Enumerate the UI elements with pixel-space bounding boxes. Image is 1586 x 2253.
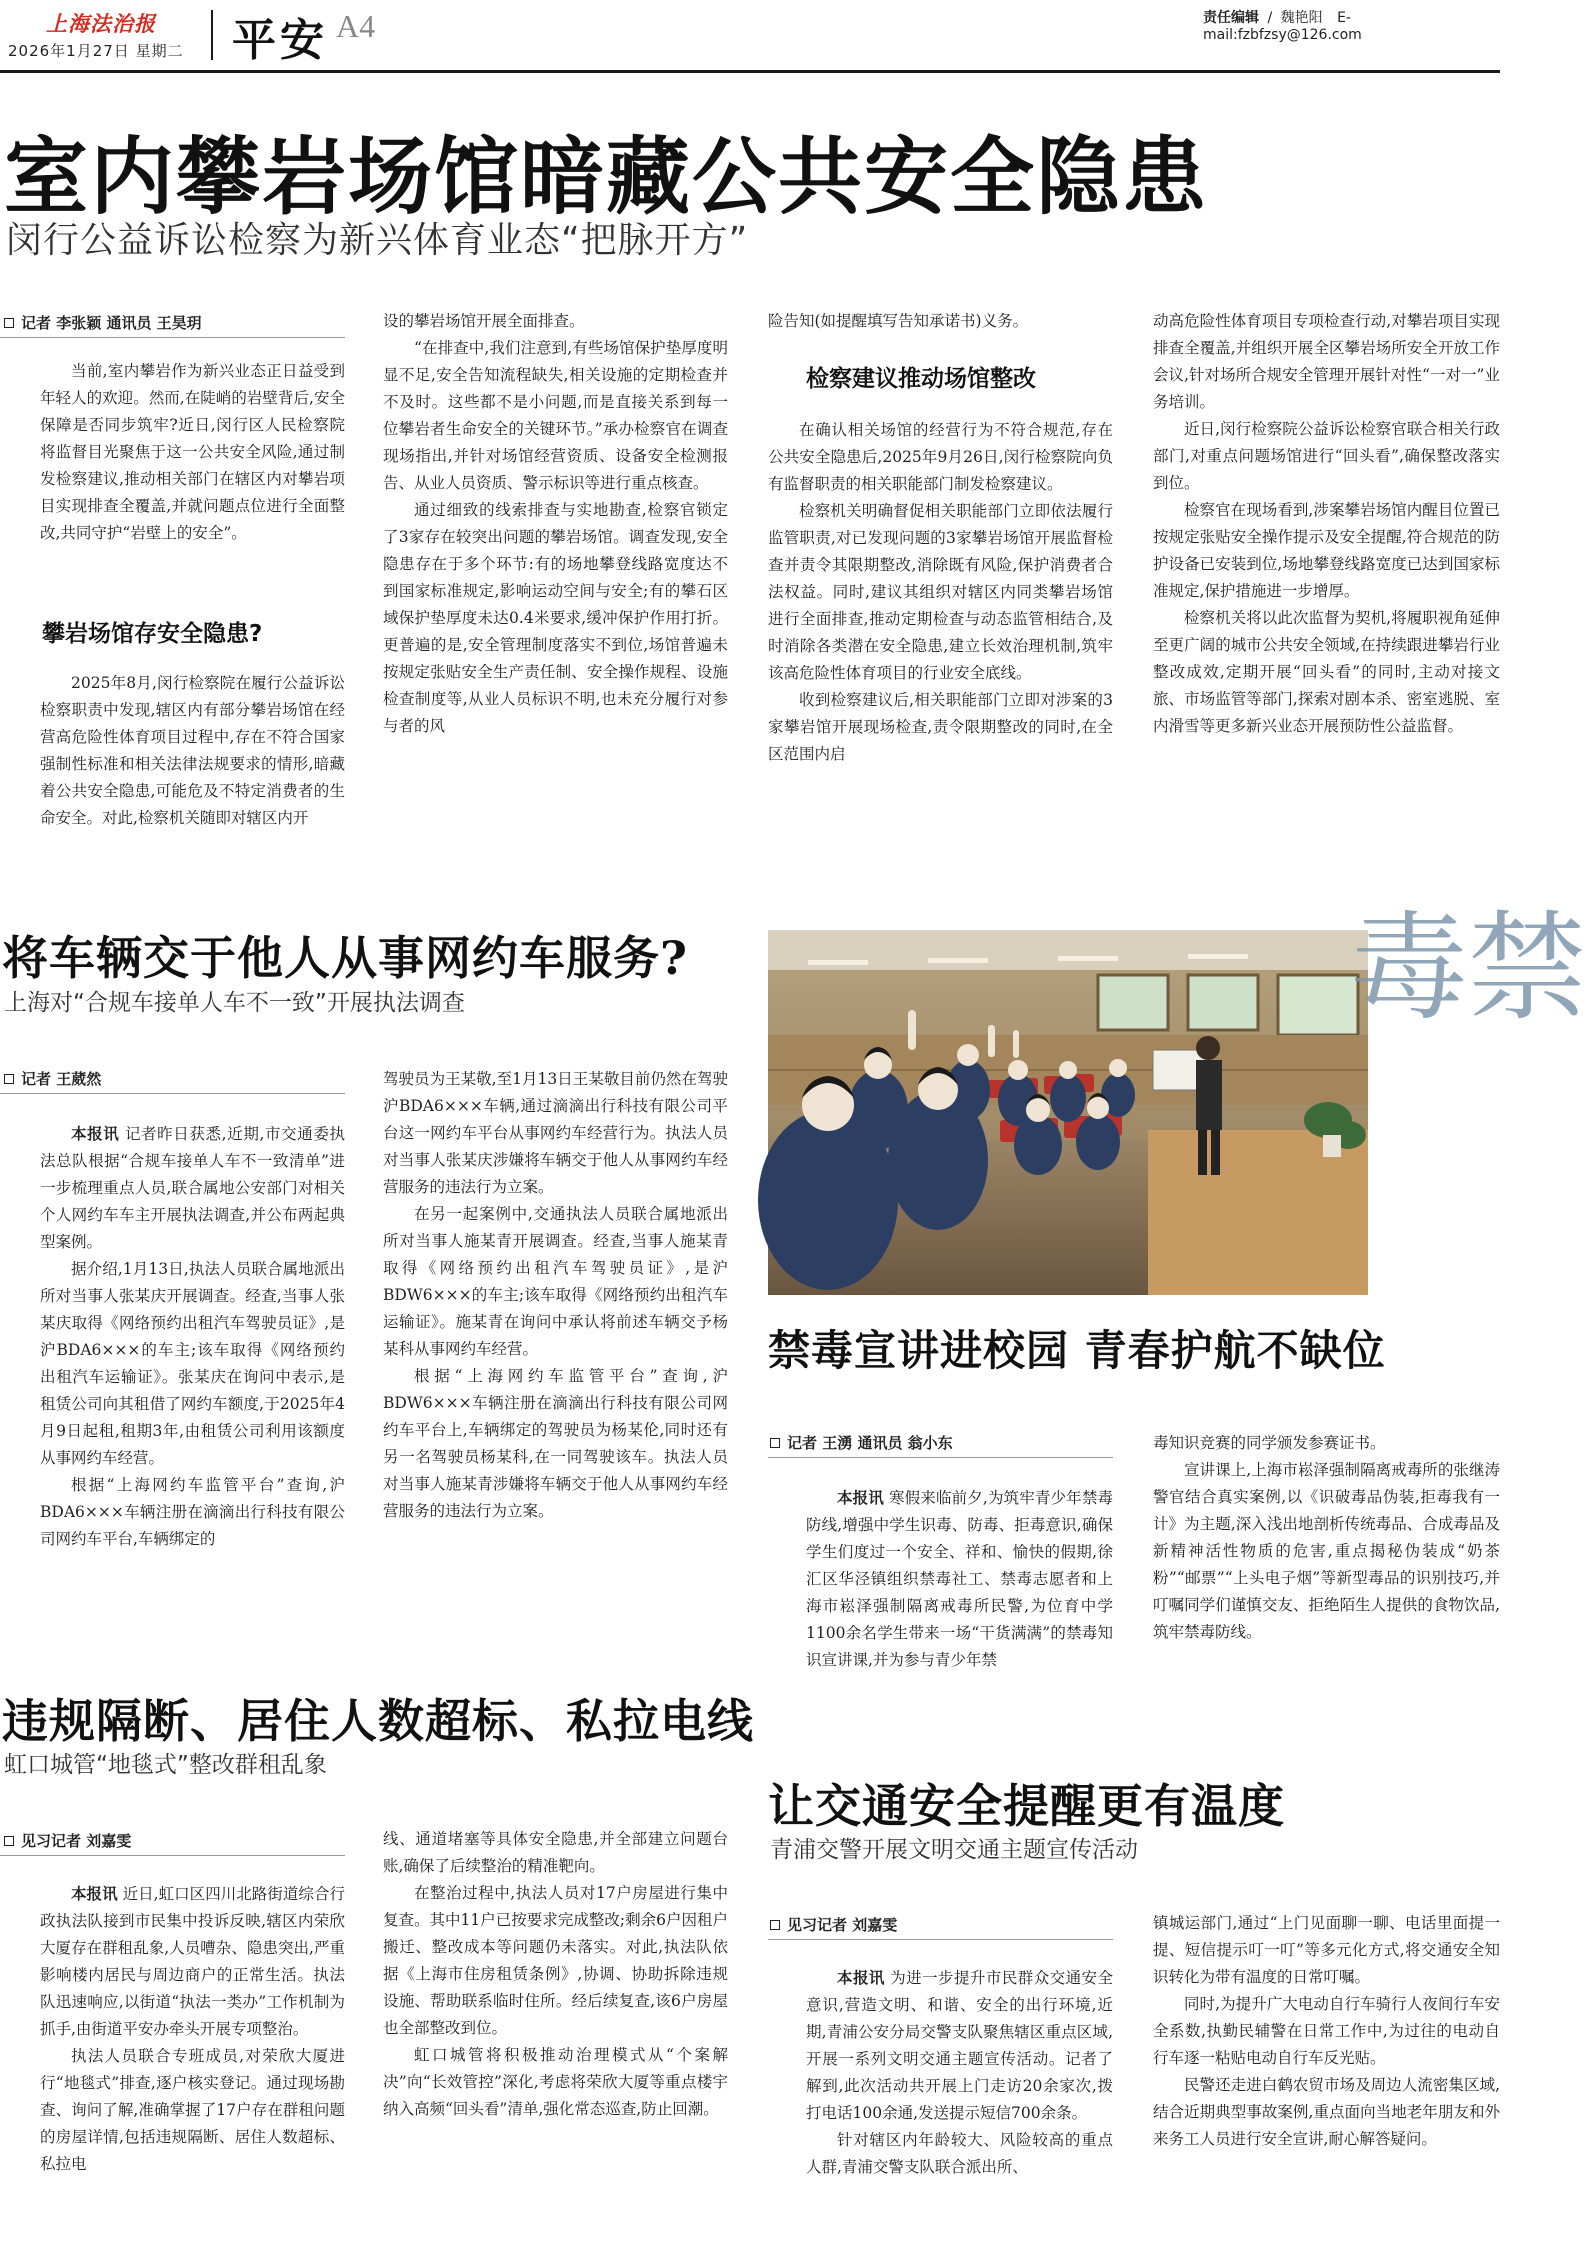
paragraph: 近日,闵行检察院公益诉讼检察官联合相关行政部门,对重点问题场馆进行“回头看”,确保整改落实到位。 — [1153, 420, 1500, 492]
article1-subhead-2: 检察建议推动场馆整改 — [806, 366, 1036, 392]
paragraph: 本报讯 记者昨日获悉,近期,市交通委执法总队根据“合规车接单人车不一致清单”进一步梳理重点人员,联合属地公安部门对相关个人网约车车主开展执法调查,并公布两起典型案例。 — [40, 1124, 345, 1251]
article4-byline-rule — [768, 1457, 1113, 1458]
paragraph: 针对辖区内年龄较大、风险较高的重点人群,青浦交警支队联合派出所、 — [806, 2131, 1113, 2176]
paragraph: 通过细致的线索排查与实地勘查,检察官锁定了3家存在较突出问题的攀岩场馆。调查发现,安全隐患存在于多个环节:有的场地攀登线路宽度达不到国家标准规定,影响运动空间与安全;有的攀石区域保护垫厚度未达0.4米要求,缓冲保护作用打折。更普遍的是,安全管理制度落实不到位,场馆普遍未按规定张贴安全生产责任制、安全操作规程、设施检查制度等,从业人员标识不明,也未充分履行对参与者的风 — [383, 501, 728, 735]
paragraph: 在确认相关场馆的经营行为不符合规范,存在公共安全隐患后,2025年9月26日,闵行检察院向负有监督职责的相关职能部门制发检察建议。 — [768, 421, 1113, 493]
paragraph: 宣讲课上,上海市崧泽强制隔离戒毒所的张继涛警官结合真实案例,以《识破毒品伪装,拒毒我有一计》为主题,深入浅出地剖析传统毒品、合成毒品及新精神活性物质的危害,重点揭秘伪装成“奶茶粉”“邮票”“上头电子烟”等新型毒品的识别技巧,并叮嘱同学们谨慎交友、拒绝陌生人提供的食物饮品,筑牢禁毒防线。 — [1153, 1461, 1500, 1641]
paragraph: “在排查中,我们注意到,有些场馆保护垫厚度明显不足,安全告知流程缺失,相关设施的定期检查并不及时。这些都不是小问题,而是直接关系到每一位攀岩者生命安全的关键环节。”承办检察官在调查现场指出,并针对场馆经营资质、设备安全检测报告、从业人员资质、警示标识等进行重点核查。 — [383, 339, 728, 492]
article2-byline: 记者 王葳然 — [4, 1068, 101, 1089]
article1-column-4 — [1153, 308, 1500, 870]
article4-column-1 — [806, 1484, 1113, 1714]
masthead-divider — [211, 10, 213, 60]
page-number: A4 — [336, 8, 376, 44]
paragraph: 根据“上海网约车监管平台”查询,沪BDW6×××车辆注册在滴滴出行科技有限公司网约车平台上,车辆绑定的驾驶员为杨某伦,同时还有另一名驾驶员杨某科,在一同驾驶该车。执法人员对当事人施某青涉嫌将车辆交于他人从事网约车经营服务的违法行为立案。 — [383, 1367, 728, 1520]
article1-byline-rule — [0, 337, 345, 338]
paragraph: 检察官在现场看到,涉案攀岩场馆内醒目位置已按规定张贴安全操作提示及安全提醒,符合规范的防护设备已安装到位,场地攀登线路宽度已达到国家标准规定,保护措施进一步增厚。 — [1153, 501, 1500, 600]
paragraph: 动高危险性体育项目专项检查行动,对攀岩项目实现排查全覆盖,并组织开展全区攀岩场所安全开放工作会议,针对场所合规安全管理开展针对性“一对一”业务培训。 — [1153, 312, 1500, 411]
article2-headline: 将车辆交于他人从事网约车服务? — [2, 931, 688, 985]
article1-column-1b — [40, 670, 345, 870]
paragraph: 根据“上海网约车监管平台”查询,沪BDA6×××车辆注册在滴滴出行科技有限公司网约车平台,车辆绑定的 — [40, 1476, 345, 1548]
classroom-photo — [768, 930, 1368, 1295]
paragraph: 虹口城管将积极推动治理模式从“个案解决”向“长效管控”深化,考虑将荣欣大厦等重点楼宇纳入高频“回头看”清单,强化常态巡查,防止回潮。 — [383, 2046, 728, 2118]
paragraph: 驾驶员为王某敬,至1月13日王某敬目前仍然在驾驶沪BDA6×××车辆,通过滴滴出行科技有限公司平台这一网约车平台从事网约车经营行为。执法人员对当事人张某庆涉嫌将车辆交于他人从事网约车经营服务的违法行为立案。 — [383, 1070, 728, 1196]
paragraph: 本报讯 近日,虹口区四川北路街道综合行政执法队接到市民集中投诉反映,辖区内荣欣大厦存在群租乱象,人员嘈杂、隐患突出,严重影响楼内居民与周边商户的正常生活。执法队迅速响应,以街道“执法一类办”工作机制为抓手,由街道平安办牵头开展专项整治。 — [40, 1884, 345, 2038]
editor-name: 魏艳阳 — [1280, 10, 1323, 26]
article2-subtitle: 上海对“合规车接单人车不一致”开展执法调查 — [4, 990, 465, 1016]
paragraph: 执法人员联合专班成员,对荣欣大厦进行“地毯式”排查,逐户核实登记。通过现场勘查、询问了解,准确掌握了17户存在群租问题的房屋详情,包括违规隔断、居住人数超标、私拉电 — [40, 2047, 345, 2173]
editor-info: 责任编辑 / 魏艳阳 E-mail:fzbfzsy@126.com — [1203, 10, 1362, 43]
paragraph: 设的攀岩场馆开展全面排查。 — [383, 312, 585, 330]
newspaper-logo: 上海法治报 — [46, 11, 156, 36]
paragraph: 险告知(如提醒填写告知承诺书)义务。 — [768, 312, 1029, 330]
paragraph: 当前,室内攀岩作为新兴业态正日益受到年轻人的欢迎。然而,在陡峭的岩壁背后,安全保障是否同步筑牢?近日,闵行区人民检察院将监督目光聚焦于这一公共安全风险,通过制发检察建议,推动相关部门在辖区内对攀岩项目实现排查全覆盖,并就问题点位进行全面整改,共同守护“岩壁上的安全”。 — [40, 362, 345, 542]
article3-headline: 违规隔断、居住人数超标、私拉电线 — [2, 1694, 754, 1748]
article2-column-2 — [383, 1066, 728, 1620]
paragraph: 检察机关明确督促相关职能部门立即依法履行监管职责,对已发现问题的3家攀岩场馆开展监督检查并责令其限期整改,消除既有风险,保护消费者合法权益。同时,建议其组织对辖区内同类攀岩场馆进行全面排查,推动定期检查与动态监管相结合,及时消除各类潜在安全隐患,建立长效治理机制,筑牢该高危险性体育项目的行业安全底线。 — [768, 502, 1113, 682]
article1-subtitle: 闵行公益诉讼检察为新兴体育业态“把脉开方” — [6, 220, 749, 261]
issue-date: 2026年1月27日 星期二 — [8, 42, 184, 60]
paragraph: 收到检察建议后,相关职能部门立即对涉案的3家攀岩馆开展现场检查,责令限期整改的同时,在全区范围内启 — [768, 691, 1113, 763]
article4-headline: 禁毒宣讲进校园 青春护航不缺位 — [768, 1326, 1386, 1375]
article4-byline: 记者 王湧 通讯员 翁小东 — [770, 1432, 953, 1453]
paragraph: 本报讯 寒假来临前夕,为筑牢青少年禁毒防线,增强中学生识毒、防毒、拒毒意识,确保学生们度过一个安全、祥和、愉快的假期,徐汇区华泾镇组织禁毒社工、禁毒志愿者和上海市崧泽强制隔离戒毒所民警,为位育中学1100余名学生带来一场“干货满满”的禁毒知识宣讲课,并为参与青少年禁 — [806, 1488, 1113, 1669]
lead-tag: 本报讯 — [837, 1488, 884, 1507]
article2-column-1 — [40, 1120, 345, 1620]
article5-byline-rule — [768, 1939, 1113, 1940]
classroom-photo-image — [768, 930, 1368, 1295]
lead-tag: 本报讯 — [837, 1968, 885, 1987]
article5-headline: 让交通安全提醒更有温度 — [768, 1779, 1285, 1833]
article2-byline-rule — [0, 1093, 345, 1094]
article1-column-1a — [40, 358, 345, 568]
lead-tag: 本报讯 — [71, 1884, 118, 1903]
article3-byline: 见习记者 刘嘉雯 — [4, 1830, 131, 1851]
paragraph: 2025年8月,闵行检察院在履行公益诉讼检察职责中发现,辖区内有部分攀岩场馆在经营高危险性体育项目过程中,存在不符合国家强制性标准和相关法律法规要求的情形,暗藏着公共安全隐患,可能危及不特定消费者的生命安全。对此,检察机关随即对辖区内开 — [40, 674, 345, 827]
paragraph: 镇城运部门,通过“上门见面聊一聊、电话里面提一提、短信提示叮一叮”等多元化方式,将交通安全知识转化为带有温度的日常叮嘱。 — [1153, 1914, 1500, 1986]
paragraph: 毒知识竞赛的同学颁发参赛证书。 — [1153, 1434, 1386, 1452]
article1-column-2 — [383, 308, 728, 870]
article4-column-2 — [1153, 1430, 1500, 1714]
article3-subtitle: 虹口城管“地毯式”整改群租乱象 — [4, 1752, 327, 1778]
article1-headline: 室内攀岩场馆暗藏公共安全隐患 — [4, 127, 1209, 226]
paragraph: 同时,为提升广大电动自行车骑行人夜间行车安全系数,执勤民辅警在日常工作中,为过往的电动自行车逐一粘贴电动自行车反光贴。 — [1153, 1995, 1500, 2067]
article1-column-3a — [768, 308, 1113, 338]
paragraph: 在另一起案例中,交通执法人员联合属地派出所对当事人施某青开展调查。经查,当事人施某青取得《网络预约出租汽车驾驶员证》,是沪BDW6×××的车主;该车取得《网络预约出租汽车运输证》。施某青在询问中承认将前述车辆交予杨某科从事网约车经营。 — [383, 1205, 728, 1358]
paragraph: 本报讯 为进一步提升市民群众交通安全意识,营造文明、和谐、安全的出行环境,近期,青浦公安分局交警支队聚焦辖区重点区域,开展一系列文明交通主题宣传活动。记者了解到,此次活动共开展上门走访20余家次,拨打电话100余通,发送提示短信700余条。 — [806, 1968, 1113, 2122]
article5-subtitle: 青浦交警开展文明交通主题宣传活动 — [770, 1837, 1138, 1863]
article1-subhead-1: 攀岩场馆存安全隐患? — [42, 621, 263, 647]
lead-tag: 本报讯 — [71, 1124, 120, 1143]
jindu-calligraphy: 禁毒 — [1330, 905, 1586, 1043]
editor-label: 责任编辑 — [1203, 10, 1259, 26]
paragraph: 据介绍,1月13日,执法人员联合属地派出所对当事人张某庆开展调查。经查,当事人张某庆取得《网络预约出租汽车驾驶员证》,是沪BDA6×××的车主;该车取得《网络预约出租汽车运输证》。张某庆在询问中表示,是租赁公司向其租借了网约车额度,于2025年4月9日起租,租期3年,由租赁公司利用该额度从事网约车经营。 — [40, 1260, 345, 1467]
article5-byline: 见习记者 刘嘉雯 — [770, 1914, 897, 1935]
article1-column-3b — [768, 417, 1113, 870]
article3-byline-rule — [0, 1855, 345, 1856]
article3-column-2 — [383, 1826, 728, 2250]
article3-column-1 — [40, 1880, 345, 2250]
masthead-rule — [0, 70, 1500, 73]
article5-column-1 — [806, 1964, 1113, 2250]
paragraph: 线、通道堵塞等具体安全隐患,并全部建立问题台账,确保了后续整治的精准靶向。 — [383, 1830, 728, 1875]
editor-email: E-mail:fzbfzsy@126.com — [1203, 10, 1362, 43]
section-name: 平安 — [232, 15, 328, 66]
article1-byline: 记者 李张颖 通讯员 王昊玥 — [4, 312, 202, 333]
paragraph: 检察机关将以此次监督为契机,将履职视角延伸至更广阔的城市公共安全领域,在持续跟进攀岩行业整改成效,定期开展“回头看”的同时,主动对接文旅、市场监管等部门,探索对剧本杀、密室逃脱、室内滑雪等更多新兴业态开展预防性公益监督。 — [1153, 609, 1500, 735]
paragraph: 在整治过程中,执法人员对17户房屋进行集中复查。其中11户已按要求完成整改;剩余6户因租户搬迁、整改成本等问题仍未落实。对此,执法队依据《上海市住房租赁条例》,协调、协助拆除违规设施、帮助联系临时住所。经后续复查,该6户房屋也全部整改到位。 — [383, 1884, 728, 2037]
article5-column-2 — [1153, 1910, 1500, 2250]
paragraph: 民警还走进白鹤农贸市场及周边人流密集区域,结合近期典型事故案例,重点面向当地老年朋友和外来务工人员进行安全宣讲,耐心解答疑问。 — [1153, 2076, 1500, 2148]
